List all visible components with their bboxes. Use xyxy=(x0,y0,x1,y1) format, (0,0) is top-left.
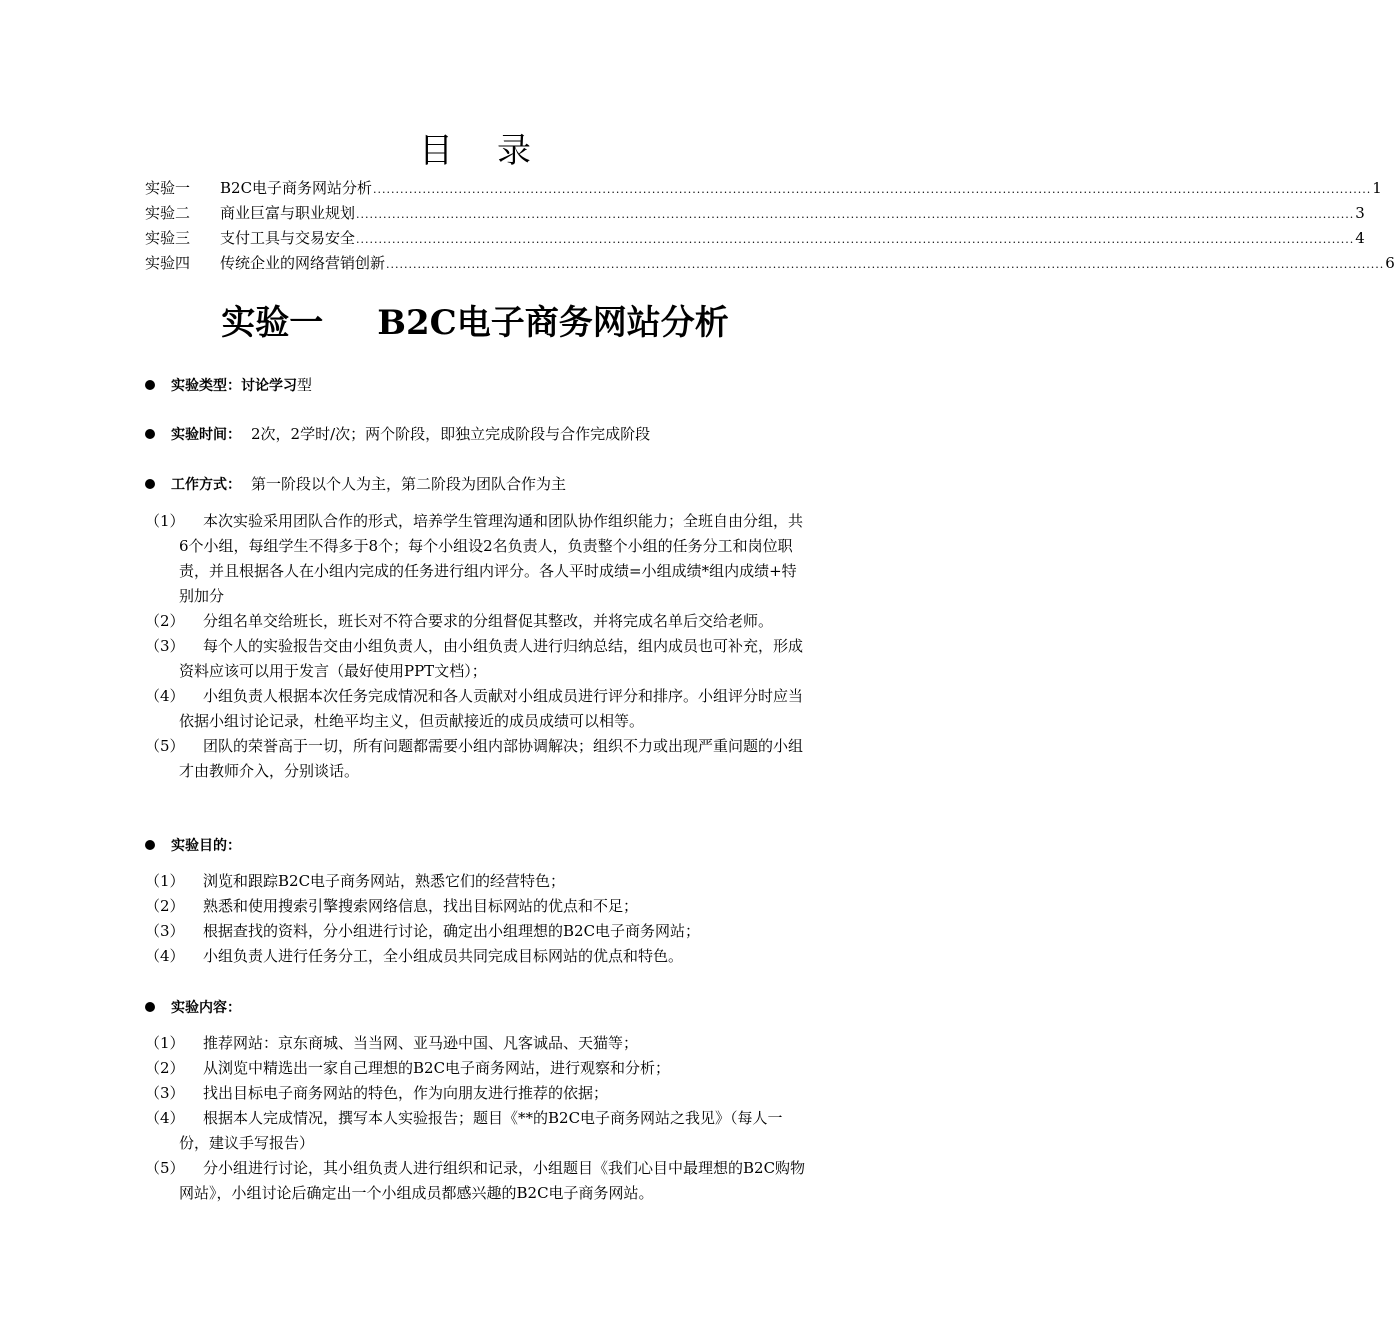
toc-entry[interactable] xyxy=(145,226,1365,251)
list-item xyxy=(145,1106,810,1156)
list-item xyxy=(145,734,810,784)
list-item-text: 本次实验采用团队合作的形式，培养学生管理沟通和团队协作组织能力；全班自由分组，共6个小组，每组学生不得多于8个；每个小组设2名负责人，负责整个小组的任务分工和岗位职责，并且根据各人在小组内完成的任务进行组内评分。各人平时成绩=小组成绩*组内成绩+特别加分 xyxy=(179,512,804,605)
toc-entry-number: 实验二 xyxy=(145,204,191,222)
list-item-text: 找出目标电子商务网站的特色，作为向朋友进行推荐的依据； xyxy=(203,1084,609,1102)
list-item-text: 从浏览中精选出一家自己理想的B2C电子商务网站，进行观察和分析； xyxy=(203,1059,671,1077)
table-of-contents xyxy=(145,176,1395,276)
toc-entry-title: B2C电子商务网站分析 xyxy=(220,179,373,197)
chapter-label: 实验一 xyxy=(221,303,324,343)
toc-entry-page: 4 xyxy=(1355,229,1365,247)
toc-entry[interactable] xyxy=(145,176,1382,201)
info-experiment-type xyxy=(145,373,815,398)
list-item-number: （5） xyxy=(145,1159,185,1177)
list-item-text: 推荐网站：京东商城、当当网、亚马逊中国、凡客诚品、天猫等； xyxy=(203,1034,639,1052)
info-value: 型 xyxy=(297,376,313,394)
list-item xyxy=(145,609,810,634)
info-value: 2次，2学时/次；两个阶段，即独立完成阶段与合作完成阶段 xyxy=(251,425,651,443)
list-item xyxy=(145,684,810,734)
list-item xyxy=(145,894,810,919)
section-label: 实验内容： xyxy=(171,1000,241,1016)
list-item-number: （5） xyxy=(145,737,185,755)
list-item-number: （1） xyxy=(145,872,185,890)
bullet-icon xyxy=(145,479,155,489)
list-item-text: 每个人的实验报告交由小组负责人，由小组负责人进行归纳总结，组内成员也可补充，形成资料应该可以用于发言（最好使用PPT文档）； xyxy=(179,637,804,680)
section-purpose-heading xyxy=(145,833,815,858)
list-item xyxy=(145,1081,810,1106)
list-item xyxy=(145,1031,810,1056)
toc-entry[interactable] xyxy=(145,251,1395,276)
list-item xyxy=(145,1056,810,1081)
toc-entry-title: 支付工具与交易安全 xyxy=(220,229,356,247)
toc-title: 目录 xyxy=(419,131,575,171)
section-content-heading xyxy=(145,995,815,1020)
list-item-number: （4） xyxy=(145,1109,185,1127)
list-item-number: （3） xyxy=(145,637,185,655)
info-label: 实验时间： xyxy=(171,427,241,443)
list-item xyxy=(145,509,810,609)
section-label: 实验目的： xyxy=(171,838,241,854)
purpose-list xyxy=(145,869,810,969)
list-item-text: 小组负责人根据本次任务完成情况和各人贡献对小组成员进行评分和排序。小组评分时应当依据小组讨论记录，杜绝平均主义，但贡献接近的成员成绩可以相等。 xyxy=(179,687,804,730)
list-item-number: （2） xyxy=(145,897,185,915)
chapter-heading xyxy=(0,298,950,348)
bullet-icon xyxy=(145,429,155,439)
list-item-text: 团队的荣誉高于一切，所有问题都需要小组内部协调解决；组织不力或出现严重问题的小组才由教师介入，分别谈话。 xyxy=(179,737,804,780)
list-item-text: 分组名单交给班长，班长对不符合要求的分组督促其整改，并将完成名单后交给老师。 xyxy=(203,612,774,630)
list-item xyxy=(145,634,810,684)
info-label: 工作方式： xyxy=(171,477,241,493)
toc-entry-number: 实验一 xyxy=(145,179,191,197)
toc-entry-page: 6 xyxy=(1385,254,1395,272)
list-item-text: 根据本人完成情况，撰写本人实验报告；题目《**的B2C电子商务网站之我见》（每人一份，建议手写报告） xyxy=(179,1109,783,1152)
work-rules-list xyxy=(145,509,810,784)
list-item xyxy=(145,919,810,944)
list-item-number: （4） xyxy=(145,687,185,705)
toc-entry-page: 1 xyxy=(1372,179,1382,197)
list-item-number: （1） xyxy=(145,1034,185,1052)
toc-leader-dots: .............................................................................................................................................................................................................................. xyxy=(356,208,1355,221)
toc-entry-number: 实验三 xyxy=(145,229,191,247)
list-item xyxy=(145,869,810,894)
list-item-text: 浏览和跟踪B2C电子商务网站，熟悉它们的经营特色； xyxy=(203,872,566,890)
list-item-number: （3） xyxy=(145,922,185,940)
bullet-icon xyxy=(145,1002,155,1012)
list-item-text: 小组负责人进行任务分工，全小组成员共同完成目标网站的优点和特色。 xyxy=(203,947,684,965)
content-list xyxy=(145,1031,810,1206)
bullet-icon xyxy=(145,380,155,390)
toc-entry-number: 实验四 xyxy=(145,254,191,272)
info-label: 实验类型：讨论学习 xyxy=(171,378,297,394)
list-item-text: 熟悉和使用搜索引擎搜索网络信息，找出目标网站的优点和不足； xyxy=(203,897,639,915)
list-item-text: 分小组进行讨论，其小组负责人进行组织和记录，小组题目《我们心目中最理想的B2C购物网站》，小组讨论后确定出一个小组成员都感兴趣的B2C电子商务网站。 xyxy=(179,1159,806,1202)
toc-entry-title: 传统企业的网络营销创新 xyxy=(220,254,386,272)
list-item-number: （1） xyxy=(145,512,185,530)
list-item-number: （2） xyxy=(145,1059,185,1077)
toc-leader-dots: .............................................................................................................................................................................................................................. xyxy=(386,258,1385,271)
list-item xyxy=(145,944,810,969)
bullet-icon xyxy=(145,840,155,850)
list-item-number: （3） xyxy=(145,1084,185,1102)
info-experiment-time xyxy=(145,422,815,447)
list-item xyxy=(145,1156,810,1206)
toc-entry-title: 商业巨富与职业规划 xyxy=(220,204,356,222)
chapter-title: B2C电子商务网站分析 xyxy=(377,303,729,343)
info-value: 第一阶段以个人为主，第二阶段为团队合作为主 xyxy=(251,475,567,493)
info-work-mode xyxy=(145,472,815,497)
list-item-number: （2） xyxy=(145,612,185,630)
toc-leader-dots: .............................................................................................................................................................................................................................. xyxy=(373,183,1372,196)
list-item-number: （4） xyxy=(145,947,185,965)
toc-leader-dots: .............................................................................................................................................................................................................................. xyxy=(356,233,1355,246)
toc-entry[interactable] xyxy=(145,201,1365,226)
toc-entry-page: 3 xyxy=(1355,204,1365,222)
list-item-text: 根据查找的资料，分小组进行讨论，确定出小组理想的B2C电子商务网站； xyxy=(203,922,701,940)
